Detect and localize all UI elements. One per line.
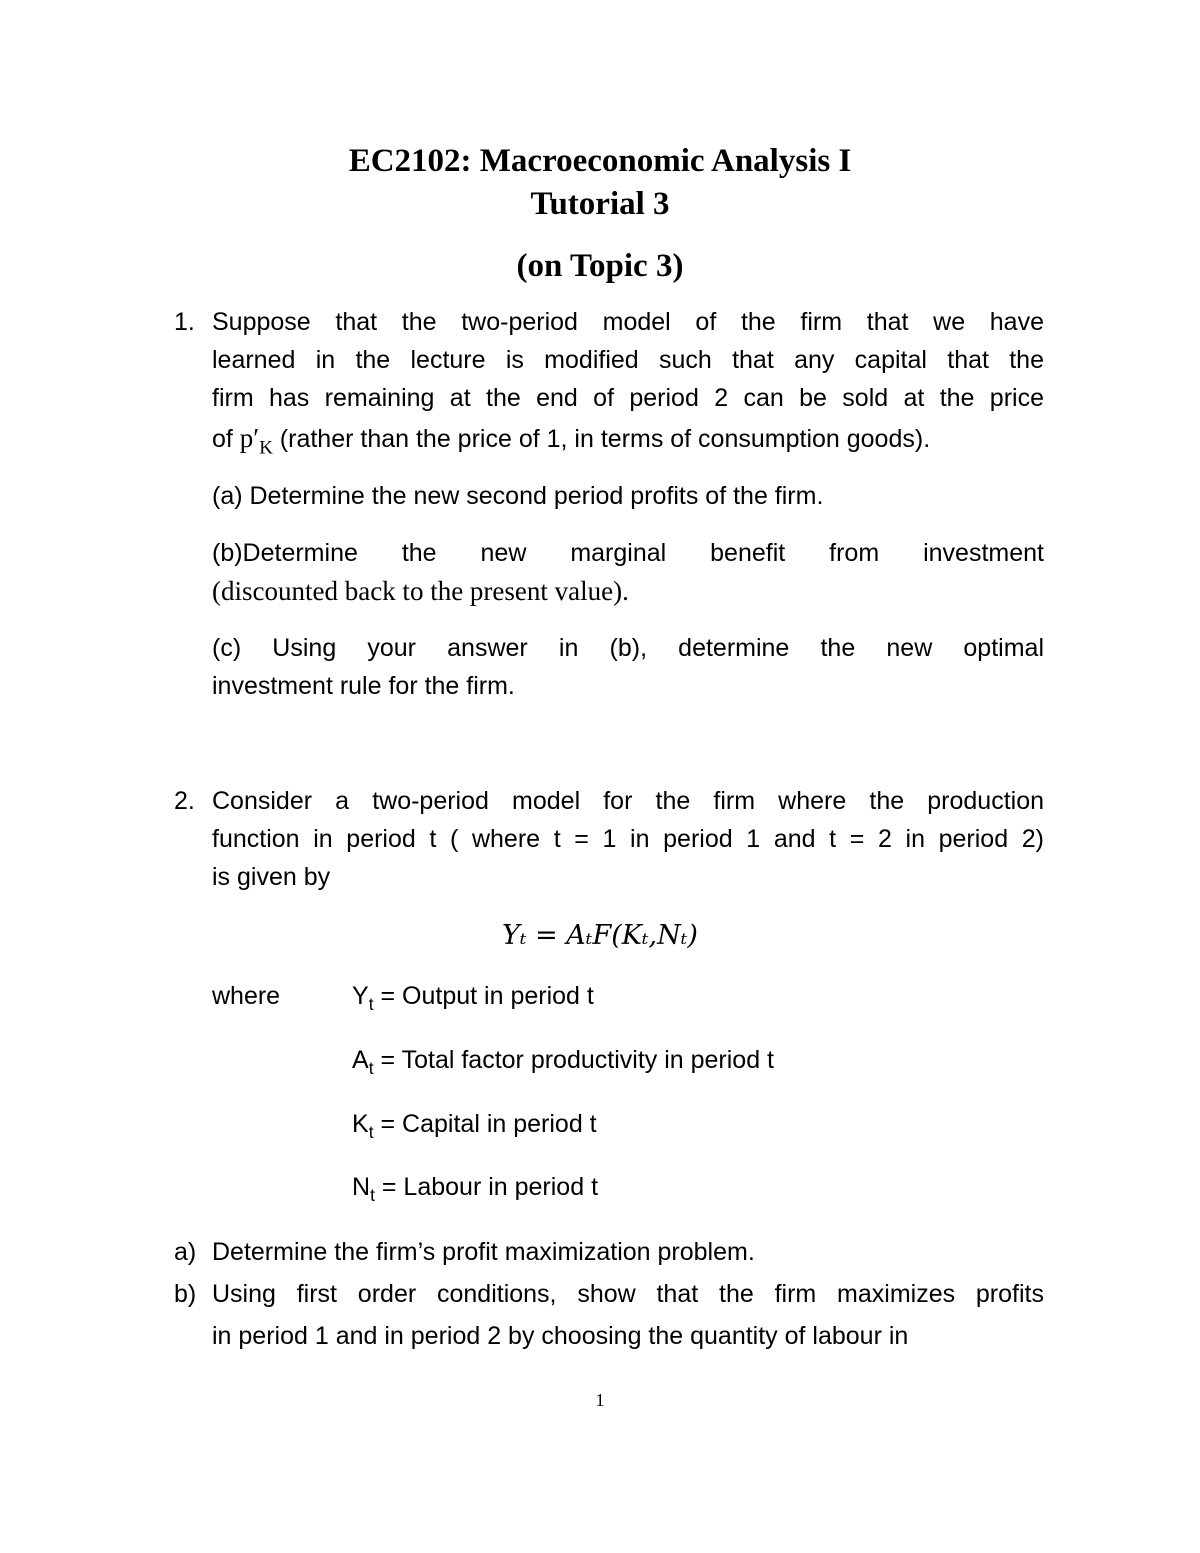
definition-tfp: $A_t$ = Total factor productivity in period t xyxy=(352,1046,775,1078)
question-text-line: Consider a two-period model for the firm where the production xyxy=(212,787,1044,815)
page-number: 1 xyxy=(595,1390,605,1410)
question-text-line xyxy=(212,422,1044,459)
subquestion-a: (a) Determine the new second period profits of the firm. xyxy=(212,482,824,510)
question-number: 2. xyxy=(174,787,195,815)
production-function-equation: Yₜ = AₜF(Kₜ,Nₜ) xyxy=(502,920,698,951)
question-text-line: function in period t ( where t = 1 in period 1 and t = 2 in period 2) xyxy=(212,825,1044,853)
subquestion-b-line1: (b)Determine the new marginal benefit from investment xyxy=(212,539,1044,567)
line-suffix: (rather than the price of 1, in terms of consumption goods). xyxy=(272,425,931,453)
course-title: EC2102: Macroeconomic Analysis I xyxy=(348,143,852,179)
question-text-line: Suppose that the two-period model of the firm that we have xyxy=(212,308,1044,336)
where-label: where xyxy=(212,982,281,1010)
subquestion-b-line2: in period 1 and in period 2 by choosing the quantity of labour in xyxy=(212,1322,909,1350)
definition-capital: $K_t$ = Capital in period t xyxy=(352,1110,597,1142)
definition-labour: $N_t$ = Labour in period t xyxy=(352,1173,599,1205)
subquestion-b-line2: (discounted back to the present value). xyxy=(212,576,629,606)
question-text-line: firm has remaining at the end of period 2 can be sold at the price xyxy=(212,384,1044,412)
line-prefix: of xyxy=(212,425,240,453)
question-number: 1. xyxy=(174,308,195,336)
subquestion-label: b) xyxy=(174,1280,197,1308)
topic-subtitle: (on Topic 3) xyxy=(516,248,684,284)
subquestion-c-line2: investment rule for the firm. xyxy=(212,672,515,700)
subquestion-label: a) xyxy=(174,1238,197,1266)
question-text-line: is given by xyxy=(212,863,331,891)
subquestion-c-line1: (c) Using your answer in (b), determine the new optimal xyxy=(212,634,1044,662)
tutorial-title: Tutorial 3 xyxy=(530,186,670,222)
subquestion-b-line1: Using first order conditions, show that the firm maximizes profits xyxy=(212,1280,1044,1308)
question-text-line: learned in the lecture is modified such that any capital that the xyxy=(212,346,1044,374)
definition-output: $Y_t$ = Output in period t xyxy=(352,982,594,1014)
subquestion-a: Determine the firm’s profit maximization problem. xyxy=(212,1238,755,1266)
price-symbol: $p'_K$ xyxy=(239,423,273,459)
